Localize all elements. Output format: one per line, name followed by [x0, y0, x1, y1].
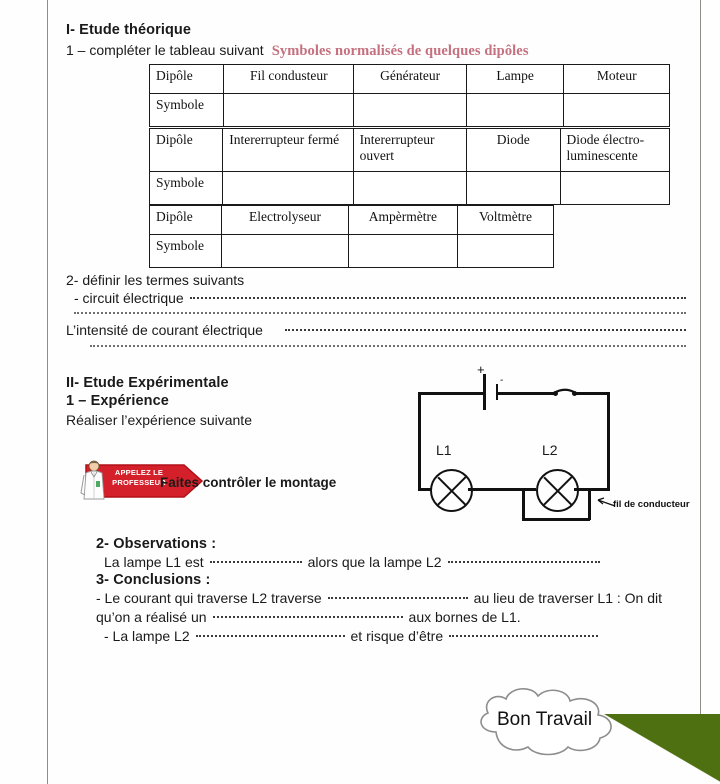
table-row — [150, 206, 554, 235]
battery-minus-sign: - — [500, 375, 504, 386]
conclusion-text-2a: qu’on a réalisé un — [96, 609, 207, 625]
answer-dotted-line[interactable] — [449, 635, 598, 637]
answer-dotted-line[interactable] — [285, 329, 686, 331]
badge-text-line1: APPELEZ LE — [114, 468, 164, 477]
table3-answer-cell-2[interactable] — [458, 235, 554, 268]
table3-answer-cell-0[interactable] — [222, 235, 348, 268]
observations-heading: 2- Observations : — [96, 536, 217, 552]
row-label-dipole: Dipôle — [150, 206, 222, 235]
definition-term-2: L’intensité de courant électrique — [66, 322, 263, 338]
circuit-wire-top-mid — [498, 392, 554, 395]
cloud-text: Bon Travail — [497, 709, 593, 730]
circuit-wire-left — [418, 392, 421, 490]
observations-line — [104, 554, 600, 570]
table2-header-1: Intererrupteur ouvert — [353, 129, 466, 172]
table2-header-0: Intererrupteur fermé — [223, 129, 353, 172]
table-row — [150, 235, 554, 268]
table2-answer-cell-2[interactable] — [466, 172, 560, 205]
answer-dotted-line[interactable] — [448, 561, 601, 563]
table2-answer-cell-1[interactable] — [353, 172, 466, 205]
row-label-dipole: Dipôle — [150, 129, 223, 172]
observation-text-b: alors que la lampe L2 — [307, 554, 442, 570]
definition-row-1 — [74, 290, 686, 306]
answer-dotted-line[interactable] — [210, 561, 302, 563]
battery-plus-sign: + — [477, 362, 485, 377]
table1-answer-cell-0[interactable] — [224, 94, 354, 127]
definition-row-2 — [66, 322, 686, 338]
teacher-figure-icon — [80, 459, 110, 503]
part2-instruction: Réaliser l’expérience suivante — [66, 412, 252, 428]
definition-term-1: - circuit électrique — [74, 290, 184, 306]
conclusions-heading: 3- Conclusions : — [96, 572, 211, 588]
circuit-wire-bottom-mid — [468, 488, 536, 491]
table1-header-1: Générateur — [354, 65, 466, 94]
dipole-table-2 — [149, 128, 670, 205]
lamp-L1-label: L1 — [436, 442, 452, 458]
call-professor-text: Faites contrôler le montage — [160, 475, 337, 490]
switch-blade-icon — [552, 383, 580, 397]
page-border-right — [700, 0, 701, 760]
table-row — [150, 129, 670, 172]
circuit-wire-top-right — [576, 392, 609, 395]
wire-note-label: fil de conducteur — [613, 499, 690, 510]
table2-header-3: Diode électro-luminescente — [560, 129, 669, 172]
row-label-dipole: Dipôle — [150, 65, 224, 94]
table-row — [150, 65, 670, 94]
table3-header-1: Ampèrmètre — [348, 206, 458, 235]
part1-instruction: 1 – compléter le tableau suivant — [66, 42, 264, 58]
answer-dotted-line[interactable] — [190, 297, 686, 299]
page-border-left — [47, 0, 48, 784]
battery-plate-positive — [483, 374, 486, 410]
conclusion-text-1b: au lieu de traverser L1 : On dit — [473, 590, 662, 606]
circuit-wire-bottom-right — [574, 488, 610, 491]
shortcircuit-wire-bottom — [522, 518, 590, 521]
conclusion-line-2 — [96, 609, 596, 625]
definitions-instruction: 2- définir les termes suivants — [66, 272, 245, 288]
circuit-wire-right — [607, 392, 610, 490]
lamp-L1-symbol — [430, 469, 473, 512]
part2-subheading: 1 – Expérience — [66, 393, 169, 409]
row-label-symbole: Symbole — [150, 172, 223, 205]
lamp-L2-symbol — [536, 469, 579, 512]
conclusion-text-3b: et risque d’être — [350, 628, 444, 644]
table1-answer-cell-1[interactable] — [354, 94, 466, 127]
answer-dotted-line[interactable] — [74, 312, 686, 314]
part1-heading: I- Etude théorique — [66, 22, 192, 38]
table-row — [150, 94, 670, 127]
table1-header-3: Moteur — [564, 65, 670, 94]
table1-answer-cell-3[interactable] — [564, 94, 670, 127]
conclusion-line-3 — [104, 628, 598, 644]
table2-header-2: Diode — [466, 129, 560, 172]
table3-header-0: Electrolyseur — [222, 206, 348, 235]
table-title: Symboles normalisés de quelques dipôles — [271, 43, 529, 59]
table3-answer-cell-1[interactable] — [348, 235, 458, 268]
part2-heading: II- Etude Expérimentale — [66, 375, 229, 391]
circuit-diagram — [410, 362, 695, 520]
circuit-wire-top-left — [418, 392, 483, 395]
shortcircuit-wire-left — [522, 488, 525, 520]
conclusion-text-3a: - La lampe L2 — [104, 628, 190, 644]
badge-text-line2: PROFESSEUR — [112, 478, 166, 487]
table1-header-2: Lampe — [466, 65, 564, 94]
answer-dotted-line[interactable] — [328, 597, 468, 599]
row-label-symbole: Symbole — [150, 235, 222, 268]
table2-answer-cell-3[interactable] — [560, 172, 669, 205]
dipole-table-3 — [149, 205, 554, 268]
table3-header-2: Voltmètre — [458, 206, 554, 235]
observation-text-a: La lampe L1 est — [104, 554, 204, 570]
table-row — [150, 172, 670, 205]
table1-header-0: Fil condusteur — [224, 65, 354, 94]
part1-instruction-row — [66, 42, 529, 60]
table1-answer-cell-2[interactable] — [466, 94, 564, 127]
dipole-table-1 — [149, 64, 670, 127]
row-label-symbole: Symbole — [150, 94, 224, 127]
conclusion-text-1a: - Le courant qui traverse L2 traverse — [96, 590, 322, 606]
lamp-L2-label: L2 — [542, 442, 558, 458]
conclusion-line-1 — [96, 590, 674, 606]
answer-dotted-line[interactable] — [213, 616, 403, 618]
conclusion-text-2b: aux bornes de L1. — [408, 609, 521, 625]
table2-answer-cell-0[interactable] — [223, 172, 353, 205]
answer-dotted-line[interactable] — [90, 345, 686, 347]
answer-dotted-line[interactable] — [196, 635, 345, 637]
